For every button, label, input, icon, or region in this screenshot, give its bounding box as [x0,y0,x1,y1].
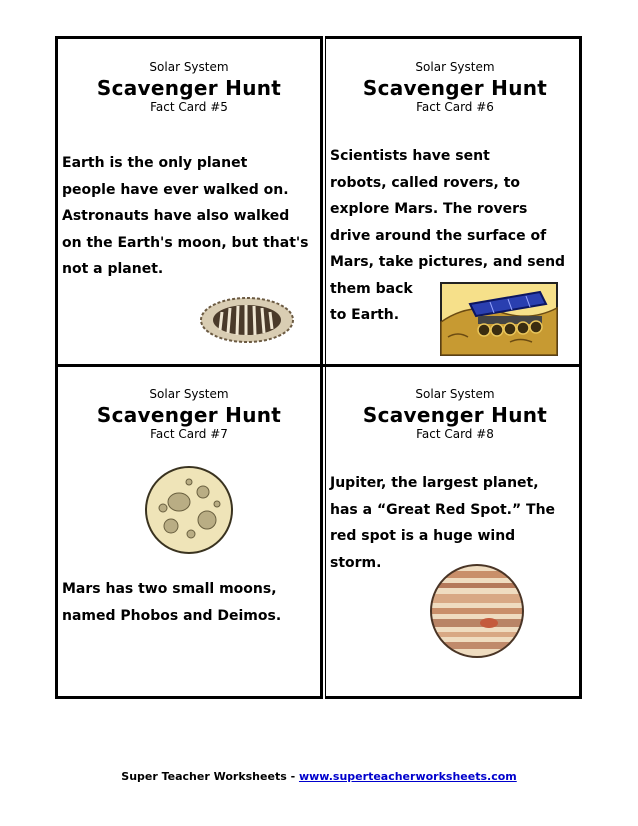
card-subject: Solar System [149,60,229,74]
card-5-fact: Earth is the only planet people have ever walked on. Astronauts have also walked on the Earth's moon, but that's not a planet. [62,155,309,277]
footer-label: Super Teacher Worksheets - [121,770,299,783]
card-title: Scavenger Hunt [96,403,282,427]
card-subject: Solar System [415,387,495,401]
card-6-fact: Scientists have sent robots, called rovers, to explore Mars. The rovers drive around the surface of Mars, take pictures, and send them back to Earth. [330,148,566,323]
footer [0,770,638,783]
moon-icon [143,464,235,556]
jupiter-icon [427,561,527,661]
card-number: Fact Card #8 [416,427,494,441]
grid-horizontal-divider [55,364,582,369]
card-number: Fact Card #7 [150,427,228,441]
card-title: Scavenger Hunt [362,403,548,427]
card-number: Fact Card #6 [416,100,494,114]
card-7-fact: Mars has two small moons, named Phobos and Deimos. [62,581,282,624]
card-subject: Solar System [149,387,229,401]
card-subject: Solar System [415,60,495,74]
footer-link[interactable]: www.superteacherworksheets.com [298,770,517,783]
fact-card-8 [324,387,586,441]
card-number: Fact Card #5 [150,100,228,114]
fact-card-5 [58,60,320,114]
fact-card-7 [58,387,320,441]
fact-card-6 [324,60,586,114]
card-8-fact: Jupiter, the largest planet, has a “Great Red Spot.” The red spot is a huge wind storm. [330,475,556,571]
mars-rover-icon [440,282,558,356]
card-title: Scavenger Hunt [362,76,548,100]
footprint-icon [198,292,296,346]
card-title: Scavenger Hunt [96,76,282,100]
